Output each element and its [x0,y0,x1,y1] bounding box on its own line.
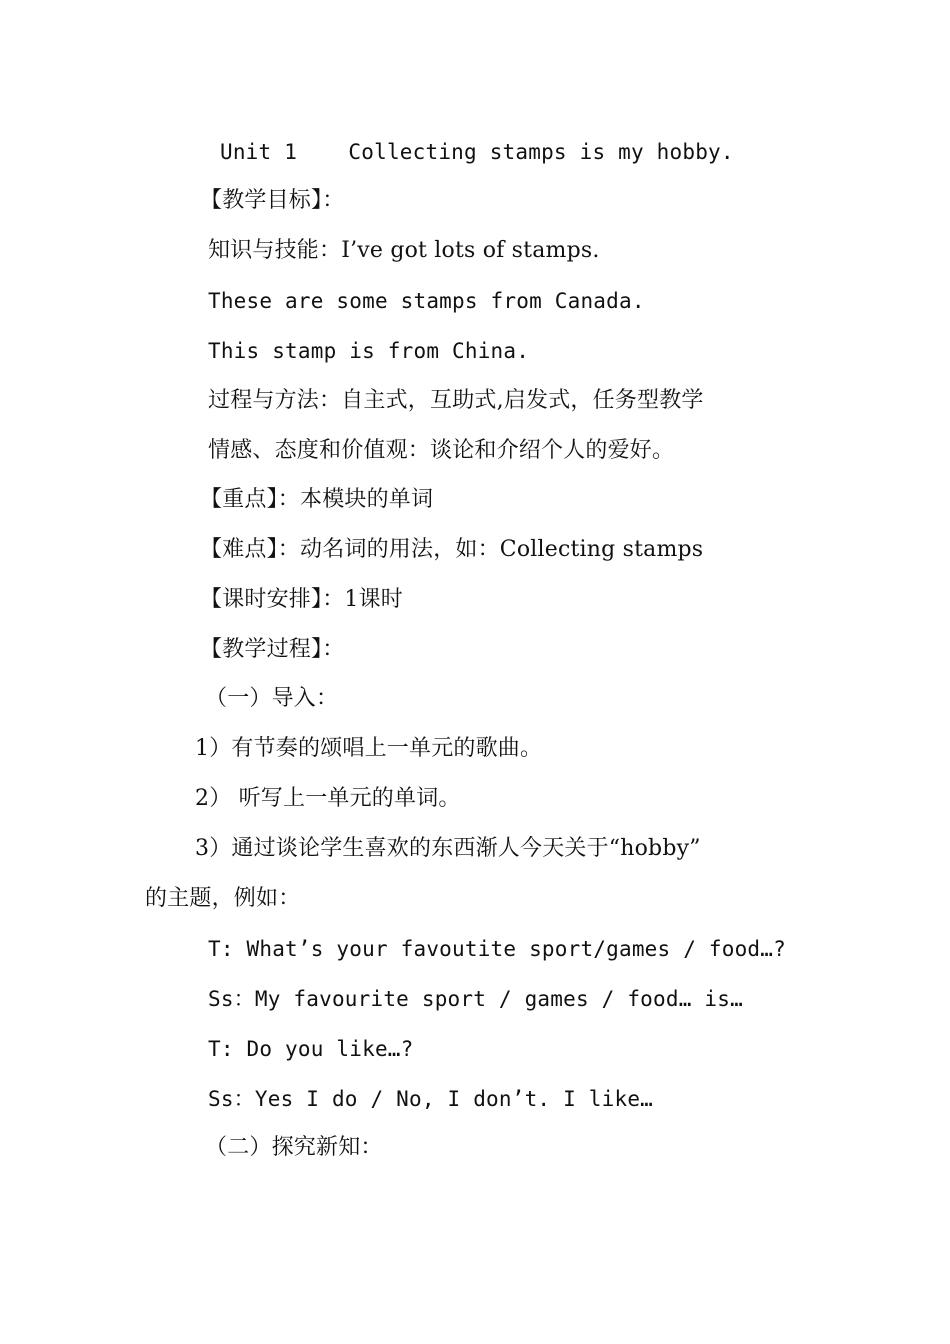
section-heading-process: 【教学过程】： [200,637,345,662]
subsection-explore: （二）探究新知： [205,1135,383,1160]
section-heading-objectives: 【教学目标】： [200,188,345,213]
dialogue-students-2: Ss：Yes I do / No, I don’t. I like… [208,1087,654,1111]
dialogue-teacher-1: T: What’s your favoutite sport/games / food…? [208,937,786,961]
list-item-3: 3）通过谈论学生喜欢的东西渐人今天关于“hobby” [195,836,701,861]
list-item-3-continued: 的主题，例如： [145,886,301,911]
dialogue-students-1: Ss：My favourite sport / games / food… is… [208,987,743,1011]
section-heading-difficulties: 【难点】：动名词的用法，如：Collecting stamps [200,537,704,562]
text-line-process-methods: 过程与方法：自主式，互助式,启发式，任务型教学 [208,388,704,413]
section-heading-key-points: 【重点】：本模块的单词 [200,487,434,512]
subsection-intro: （一）导入： [205,686,339,711]
list-item-2: 2） 听写上一单元的单词。 [195,786,461,811]
text-line-attitudes-values: 情感、态度和价值观：谈论和介绍个人的爱好。 [208,438,675,463]
section-heading-schedule: 【课时安排】：1课时 [200,587,403,612]
text-line-stamps-canada: These are some stamps from Canada. [208,289,645,313]
document-title: Unit 1 Collecting stamps is my hobby. [220,140,734,164]
text-line-knowledge-skills: 知识与技能：I’ve got lots of stamps. [208,238,600,263]
dialogue-teacher-2: T: Do you like…? [208,1037,414,1061]
list-item-1: 1）有节奏的颂唱上一单元的歌曲。 [195,736,543,761]
text-line-stamp-china: This stamp is from China. [208,339,530,363]
